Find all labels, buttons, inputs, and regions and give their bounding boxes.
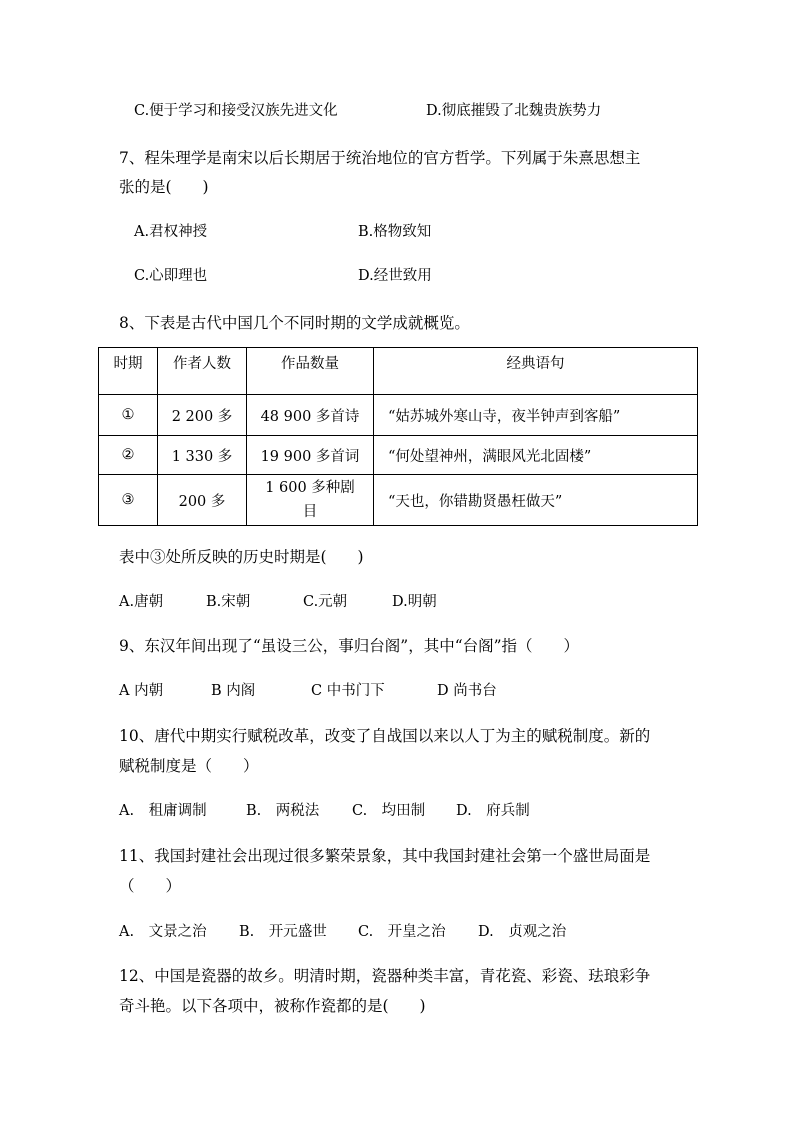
table-cell-authors: 200 多 xyxy=(158,475,247,526)
q11-stem-line2: （ ） xyxy=(119,877,182,895)
table-header-works: 作品数量 xyxy=(247,348,374,395)
q9-option-d: D 尚书台 xyxy=(437,683,497,699)
q7-option-d: D.经世致用 xyxy=(358,268,432,284)
q12-stem-line1: 12、中国是瓷器的故乡。明清时期，瓷器种类丰富，青花瓷、彩瓷、珐琅彩争 xyxy=(119,967,651,985)
table-row xyxy=(99,475,698,526)
q6-option-c: C.便于学习和接受汉族先进文化 xyxy=(134,103,338,119)
table-cell-period: ① xyxy=(99,395,158,436)
q10-option-b: B. 两税法 xyxy=(246,803,320,819)
q9-option-c: C 中书门下 xyxy=(311,683,385,699)
q8-option-a: A.唐朝 xyxy=(119,594,164,610)
q9-stem: 9、东汉年间出现了“虽设三公，事归台阁”，其中“台阁”指（ ） xyxy=(119,637,580,655)
q8-question: 表中③处所反映的历史时期是( ) xyxy=(119,548,364,566)
table-cell-works: 48 900 多首诗 xyxy=(247,395,374,436)
table-cell-works: 19 900 多首词 xyxy=(247,436,374,475)
q8-stem: 8、下表是古代中国几个不同时期的文学成就概览。 xyxy=(119,314,470,332)
table-cell-authors: 2 200 多 xyxy=(158,395,247,436)
q10-stem-line2: 赋税制度是（ ） xyxy=(119,757,259,775)
q8-option-d: D.明朝 xyxy=(392,594,437,610)
literature-table xyxy=(98,347,698,526)
q7-stem-line2: 张的是( ) xyxy=(119,178,209,196)
q10-option-a: A. 租庸调制 xyxy=(119,803,207,819)
table-header-authors: 作者人数 xyxy=(158,348,247,395)
table-cell-period: ③ xyxy=(99,475,158,526)
table-cell-authors: 1 330 多 xyxy=(158,436,247,475)
table-cell-period: ② xyxy=(99,436,158,475)
q8-option-c: C.元朝 xyxy=(303,594,348,610)
table-header-quotes: 经典语句 xyxy=(374,348,698,395)
q10-option-c: C. 均田制 xyxy=(352,803,426,819)
table-cell-quote: “天也，你错勘贤愚枉做天” xyxy=(374,475,698,526)
q9-option-a: A 内朝 xyxy=(119,683,164,699)
table-row xyxy=(99,436,698,475)
q11-option-b: B. 开元盛世 xyxy=(239,924,327,940)
q7-option-a: A.君权神授 xyxy=(134,224,208,240)
q9-option-b: B 内阁 xyxy=(211,683,256,699)
table-header-period: 时期 xyxy=(99,348,158,395)
q7-option-b: B.格物致知 xyxy=(358,224,432,240)
q6-option-d: D.彻底摧毁了北魏贵族势力 xyxy=(426,103,602,119)
table-row xyxy=(99,395,698,436)
q7-option-c: C.心即理也 xyxy=(134,268,208,284)
table-cell-quote: “姑苏城外寒山寺，夜半钟声到客船” xyxy=(374,395,698,436)
q10-stem-line1: 10、唐代中期实行赋税改革，改变了自战国以来以人丁为主的赋税制度。新的 xyxy=(119,727,651,745)
q7-stem-line1: 7、程朱理学是南宋以后长期居于统治地位的官方哲学。下列属于朱熹思想主 xyxy=(119,149,641,167)
q11-option-c: C. 开皇之治 xyxy=(358,924,446,940)
q11-stem-line1: 11、我国封建社会出现过很多繁荣景象，其中我国封建社会第一个盛世局面是 xyxy=(119,847,651,865)
q8-option-b: B.宋朝 xyxy=(206,594,251,610)
table-cell-quote: “何处望神州，满眼风光北固楼” xyxy=(374,436,698,475)
q11-option-d: D. 贞观之治 xyxy=(478,924,567,940)
q10-option-d: D. 府兵制 xyxy=(456,803,530,819)
q12-stem-line2: 奇斗艳。以下各项中，被称作瓷都的是( ) xyxy=(119,997,426,1015)
table-cell-works: 1 600 多种剧目 xyxy=(247,475,374,526)
q11-option-a: A. 文景之治 xyxy=(119,924,207,940)
